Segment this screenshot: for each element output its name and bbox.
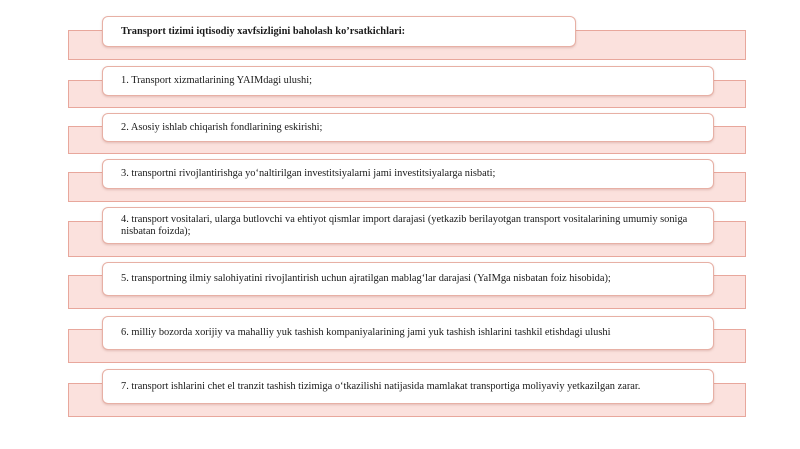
header-title: Transport tizimi iqtisodiy xavfsizligini baholash ko’rsatkichlari: (121, 25, 406, 37)
item-box-3 (102, 159, 714, 189)
item-box-5 (102, 262, 714, 296)
item-text-3: 3. transportni rivojlantirishga yo‘naltirilgan investitsiyalarni jami investitsiyalarga nisbati; (121, 168, 496, 179)
item-box-7 (102, 369, 714, 404)
item-text-6: 6. milliy bozorda xorijiy va mahalliy yuk tashish kompaniyalarining jami yuk tashish ishlarini tashkil etishdagi ulushi (121, 327, 611, 338)
header-box (102, 16, 576, 47)
item-box-2 (102, 113, 714, 142)
item-box-1 (102, 66, 714, 96)
item-text-4: 4. transport vositalari, ularga butlovchi va ehtiyot qismlar import darajasi (yetkazib berilayotgan transport vositalarining umumiy soniga nisbatan foizda); (121, 213, 688, 237)
item-box-6 (102, 316, 714, 350)
item-text-1: 1. Transport xizmatlarining YAIMdagi ulushi; (121, 75, 312, 86)
item-text-2: 2. Asosiy ishlab chiqarish fondlarining eskirishi; (121, 121, 323, 133)
item-text-7: 7. transport ishlarini chet el tranzit tashish tizimiga o‘tkazilishi natijasida mamlakat transportiga moliyaviy yetkazilgan zarar. (121, 380, 641, 392)
item-text-5: 5. transportning ilmiy salohiyatini rivojlantirish uchun ajratilgan mablag‘lar darajasi (YaIMga nisbatan foiz hisobida); (121, 273, 611, 284)
item-box-4 (102, 207, 714, 244)
